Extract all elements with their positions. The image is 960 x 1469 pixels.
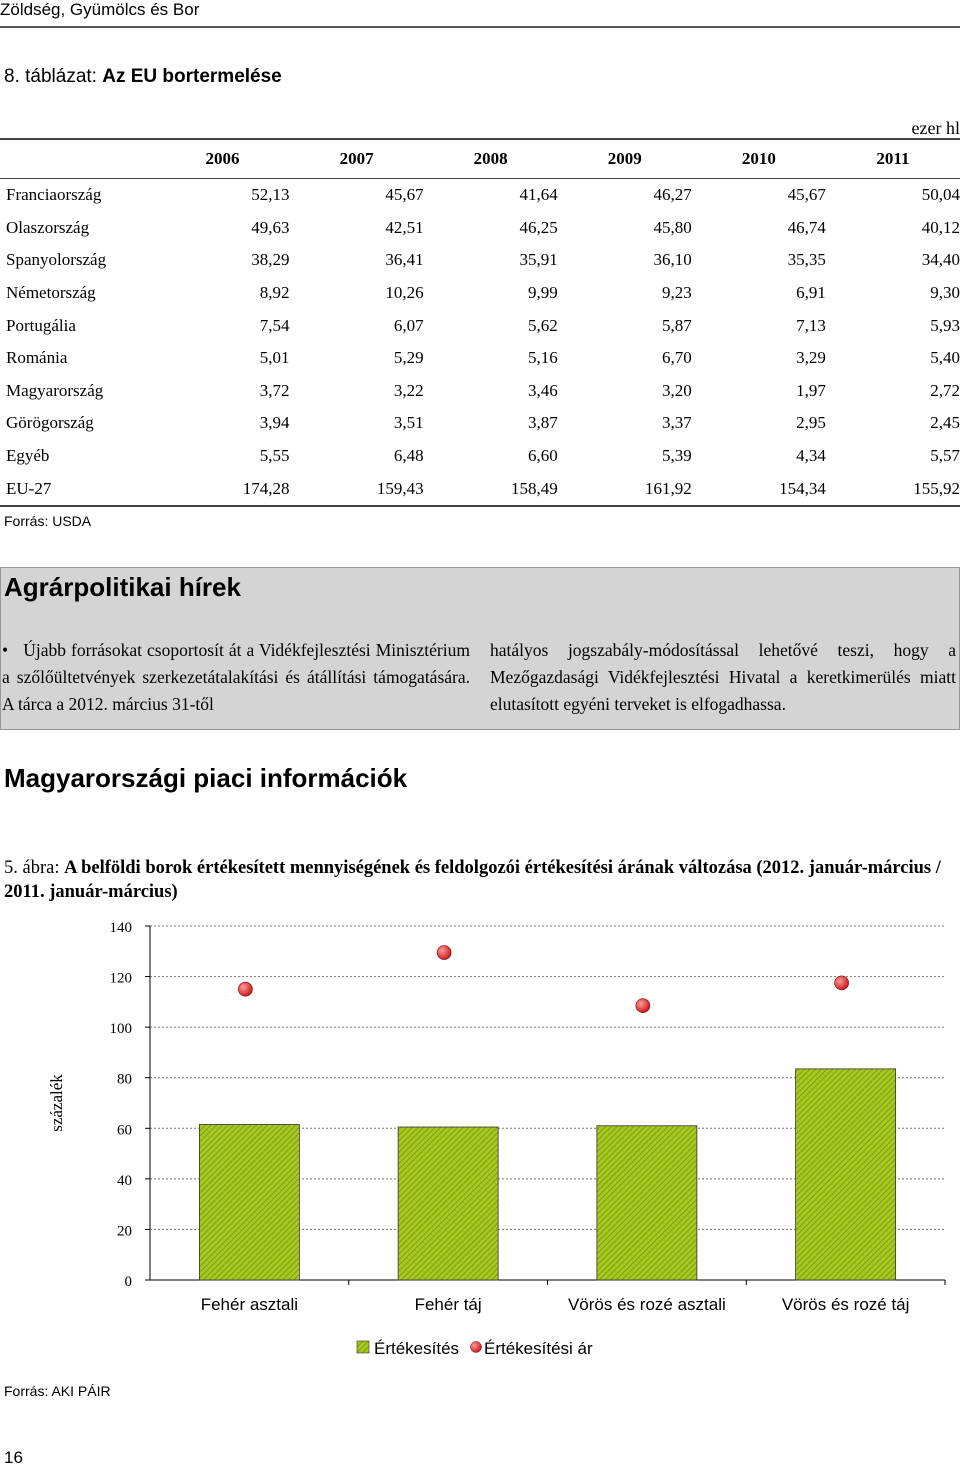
value-cell: 3,72 (259, 380, 290, 400)
value-cell: 45,67 (385, 185, 424, 205)
value-cell: 3,94 (259, 413, 290, 433)
value-cell: 5,87 (662, 315, 692, 335)
value-cell: 6,60 (527, 446, 558, 466)
y-tick-label: 0 (124, 1274, 132, 1290)
year-header: 2011 (826, 139, 960, 179)
value-cell: 161,92 (558, 472, 692, 506)
value-cell: 3,46 (527, 380, 558, 400)
country-cell: Olaszország (6, 217, 90, 237)
value-cell: 1,97 (796, 380, 826, 400)
price-marker (238, 982, 252, 996)
year-header: 2007 (290, 139, 424, 179)
value-cell: 38,29 (251, 250, 290, 270)
sales-bar (199, 1124, 299, 1280)
price-marker (636, 999, 650, 1013)
sales-price-chart (0, 900, 960, 1370)
value-cell: 4,34 (796, 446, 826, 466)
category-label: Vörös és rozé táj (781, 1295, 910, 1314)
wine-production-table (0, 138, 960, 507)
value-cell: 46,74 (787, 217, 826, 237)
value-cell: 35,35 (787, 250, 826, 270)
table-row (0, 244, 960, 277)
figure-caption-title: A belföldi borok értékesített mennyiségének és feldolgozói értékesítési árának változása (2012. január-március / 2011. január-március) (4, 858, 941, 902)
table-row (0, 342, 960, 375)
table-row (0, 179, 960, 212)
y-tick-label: 100 (109, 1021, 132, 1038)
country-cell: EU-27 (0, 472, 155, 506)
value-cell: 36,10 (653, 250, 692, 270)
country-cell: Franciaország (6, 185, 102, 205)
table-row (0, 440, 960, 473)
news-column-right: hatályos jogszabály-módosítással lehetővé teszi, hogy a Mezőgazdasági Vidékfejlesztési Hivatal a keretkimerülés miatt elutasított egyéni terveket is elfogadhassa. (490, 640, 956, 714)
value-cell: 52,13 (251, 185, 290, 205)
value-cell: 159,43 (290, 472, 424, 506)
value-cell: 3,22 (393, 380, 424, 400)
value-cell: 3,29 (796, 348, 826, 368)
country-cell: Spanyolország (6, 250, 107, 270)
chart-legend (357, 1339, 593, 1358)
table-row (0, 407, 960, 440)
value-cell: 9,30 (930, 283, 960, 303)
value-cell: 46,27 (653, 185, 692, 205)
year-header: 2008 (424, 139, 558, 179)
value-cell: 174,28 (155, 472, 289, 506)
value-cell: 50,04 (921, 185, 960, 205)
value-cell: 5,01 (259, 348, 290, 368)
value-cell: 46,25 (519, 217, 558, 237)
y-tick-label: 40 (117, 1172, 132, 1189)
table-row (0, 375, 960, 408)
table-caption-prefix: 8. táblázat: (4, 66, 97, 87)
value-cell: 6,70 (662, 348, 692, 368)
value-cell: 7,13 (796, 315, 826, 335)
price-marker (437, 946, 451, 960)
y-tick-label: 140 (109, 920, 132, 936)
table-caption (4, 66, 282, 88)
figure-caption (4, 856, 954, 904)
page-number: 16 (4, 1448, 23, 1467)
value-cell: 5,16 (527, 348, 558, 368)
y-tick-label: 120 (109, 970, 132, 987)
value-cell: 155,92 (826, 472, 960, 506)
value-cell: 6,91 (796, 283, 826, 303)
header-rule (0, 26, 960, 28)
value-cell: 5,55 (259, 446, 290, 466)
legend-bar-swatch (357, 1341, 369, 1353)
table-header-row (0, 139, 960, 179)
legend-bar-label: Értékesítés (374, 1339, 460, 1358)
value-cell: 2,95 (796, 413, 826, 433)
value-cell: 3,37 (662, 413, 692, 433)
value-cell: 34,40 (921, 250, 960, 270)
value-cell: 45,67 (787, 185, 826, 205)
legend-marker-label: Értékesítési ár (484, 1339, 593, 1358)
table-caption-title: Az EU bortermelése (102, 66, 282, 87)
table-source: Forrás: USDA (4, 513, 92, 529)
news-title: Agrárpolitikai hírek (4, 572, 241, 602)
value-cell: 5,62 (527, 315, 558, 335)
value-cell: 49,63 (251, 217, 290, 237)
y-tick-label: 60 (117, 1122, 132, 1139)
unit-label: ezer hl (911, 118, 960, 138)
country-cell: Portugália (6, 315, 76, 335)
table-row (0, 472, 960, 506)
table-row (0, 309, 960, 342)
value-cell: 9,99 (527, 283, 558, 303)
value-cell: 3,87 (527, 413, 558, 433)
legend-marker-swatch (471, 1342, 482, 1353)
value-cell: 5,40 (930, 348, 960, 368)
chart-bars (199, 1069, 895, 1280)
y-tick-label: 80 (117, 1071, 132, 1088)
table-row (0, 212, 960, 245)
value-cell: 35,91 (519, 250, 558, 270)
news-left-text: Újabb forrásokat csoportosít át a Vidékfejlesztési Minisztérium a szőlőültetvények szerkezetátalakítási és átállítási támogatására. A tárca a 2012. március 31-től (2, 640, 470, 714)
sales-bar (398, 1127, 498, 1280)
year-header: 2006 (155, 139, 289, 179)
y-tick-label: 20 (117, 1223, 132, 1240)
value-cell: 36,41 (385, 250, 424, 270)
table-header-corner (0, 139, 155, 179)
value-cell: 45,80 (653, 217, 692, 237)
y-axis-label: százalék (47, 1074, 66, 1132)
figure-caption-prefix: 5. ábra: (4, 858, 60, 878)
value-cell: 2,72 (930, 380, 960, 400)
market-title: Magyarországi piaci információk (4, 763, 408, 793)
value-cell: 7,54 (259, 315, 290, 335)
country-cell: Egyéb (6, 446, 50, 466)
country-cell: Magyarország (6, 380, 104, 400)
sales-bar (597, 1126, 697, 1280)
value-cell: 5,39 (662, 446, 692, 466)
value-cell: 158,49 (424, 472, 558, 506)
figure-source: Forrás: AKI PÁIR (4, 1383, 111, 1399)
country-cell: Németország (6, 283, 96, 303)
value-cell: 10,26 (385, 283, 424, 303)
category-label: Fehér asztali (200, 1295, 299, 1314)
value-cell: 40,12 (921, 217, 960, 237)
value-cell: 2,45 (930, 413, 960, 433)
table-row (0, 277, 960, 310)
value-cell: 41,64 (519, 185, 558, 205)
country-cell: Románia (6, 348, 68, 368)
value-cell: 5,57 (930, 446, 960, 466)
country-cell: Görögország (6, 413, 94, 433)
year-header: 2009 (558, 139, 692, 179)
value-cell: 5,29 (393, 348, 424, 368)
value-cell: 3,20 (662, 380, 692, 400)
value-cell: 6,48 (393, 446, 424, 466)
value-cell: 154,34 (692, 472, 826, 506)
sales-bar (796, 1069, 896, 1280)
value-cell: 6,07 (393, 315, 424, 335)
category-label: Fehér táj (414, 1295, 482, 1314)
news-bullet: • (2, 640, 9, 660)
category-label: Vörös és rozé asztali (567, 1295, 726, 1314)
price-marker (835, 976, 849, 990)
value-cell: 3,51 (393, 413, 424, 433)
value-cell: 42,51 (385, 217, 424, 237)
value-cell: 9,23 (662, 283, 692, 303)
chart-markers (238, 946, 848, 1013)
news-column-left (2, 637, 470, 718)
running-header: Zöldség, Gyümölcs és Bor (0, 0, 200, 19)
value-cell: 5,93 (930, 315, 960, 335)
year-header: 2010 (692, 139, 826, 179)
value-cell: 8,92 (259, 283, 290, 303)
